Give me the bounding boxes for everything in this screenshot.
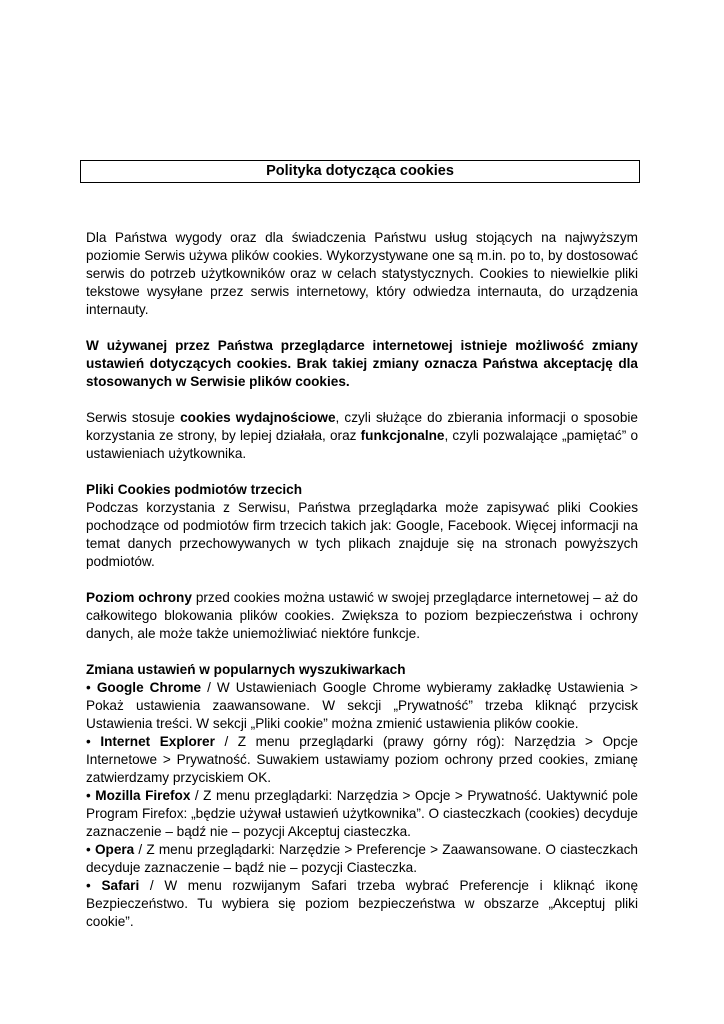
protection-level-paragraph [86, 589, 638, 643]
usage-bold-performance: cookies wydajnościowe [180, 410, 336, 425]
usage-text-2: , czyli służące do zbierania informacji o sposobie korzystania ze strony, by lepiej działała, oraz [86, 410, 638, 443]
browser-item-safari [86, 877, 638, 931]
intro-paragraph: Dla Państwa wygody oraz dla świadczenia Państwu usług stojących na najwyższym poziomie Serwis używa plików cookies. Wykorzystywane one są m.in. po to, by dostosować serwis do potrzeb użytkowników oraz w celach statystycznych. Cookies to niewielkie pliki tekstowe wysyłane przez serwis internetowy, który odwiedza internauta, do urządzenia internauty. [86, 230, 638, 317]
usage-bold-functional: funkcjonalne [360, 428, 445, 443]
browser-instructions: / W Ustawieniach Google Chrome wybieramy zakładkę Ustawienia > Pokaż ustawienia zaawansowane. W sekcji „Prywatność” trzeba kliknąć przycisk Ustawienia treści. W sekcji „Pliki cookie” można zmienić ustawienia plików cookie. [86, 680, 638, 731]
browser-item-chrome [86, 679, 638, 733]
browser-instructions: / Z menu przeglądarki: Narzędzia > Opcje > Prywatność. Uaktywnić pole Program Firefox: „będzie używał ustawień użytkownika”. O ciasteczkach (cookies) decyduje zaznaczenie – bądź nie – pozycji Akceptuj ciasteczka. [86, 788, 638, 839]
notice-text: W używanej przez Państwa przeglądarce internetowej istnieje możliwość zmiany ustawień dotyczących cookies. Brak takiej zmiany oznacza Państwa akceptację dla stosowanych w Serwisie plików cookies. [86, 338, 638, 389]
bullet-icon: • [86, 680, 91, 695]
notice-paragraph [86, 337, 638, 391]
protection-level-bold: Poziom ochrony [86, 590, 192, 605]
browsers-heading: Zmiana ustawień w popularnych wyszukiwarkach [86, 662, 406, 677]
browser-instructions: / Z menu przeglądarki (prawy górny róg): Narzędzia > Opcje Internetowe > Prywatność. Suwakiem ustawiamy poziom ochrony przed cookies, zmianę zatwierdzamy przyciskiem OK. [86, 734, 638, 785]
browser-item-firefox [86, 787, 638, 841]
third-party-heading: Pliki Cookies podmiotów trzecich [86, 482, 303, 497]
browser-instructions: / W menu rozwijanym Safari trzeba wybrać Preferencje i kliknąć ikonę Bezpieczeństwo. Tu wybiera się poziom bezpieczeństwa w obszarze „Akceptuj pliki cookie”. [86, 878, 639, 929]
bullet-icon: • [86, 734, 91, 749]
browser-name: Mozilla Firefox [95, 788, 191, 803]
page-title: Polityka dotycząca cookies [80, 160, 640, 183]
browser-name: Google Chrome [96, 680, 202, 695]
browser-instructions: / Z menu przeglądarki: Narzędzie > Preferencje > Zaawansowane. O ciasteczkach decyduje zaznaczenie – bądź nie – pozycji Ciasteczka. [86, 842, 638, 875]
bullet-icon: • [86, 878, 91, 893]
browser-item-ie [86, 733, 638, 787]
browser-name: Safari [101, 878, 140, 893]
browser-name: Internet Explorer [100, 734, 215, 749]
third-party-paragraph: Podczas korzystania z Serwisu, Państwa przeglądarka może zapisywać pliki Cookies pochodzące od podmiotów firm trzecich takich jak: Google, Facebook. Więcej informacji na temat danych przechowywanych w tych plikach znajduje się na stronach powyższych podmiotów. [86, 500, 638, 569]
bullet-icon: • [86, 788, 91, 803]
bullet-icon: • [86, 842, 91, 857]
document-body [86, 229, 638, 931]
browser-name: Opera [94, 842, 135, 857]
usage-text-1: Serwis stosuje [86, 410, 181, 425]
usage-text-3: , czyli pozwalające „pamiętać” o ustawieniach użytkownika. [86, 428, 639, 461]
protection-level-text: przed cookies można ustawić w swojej przeglądarce internetowej – aż do całkowitego blokowania plików cookies. Zwiększa to poziom bezpieczeństwa i ochrony danych, ale może także uniemożliwiać niektóre funkcje. [86, 590, 638, 641]
browser-item-opera [86, 841, 638, 877]
usage-paragraph [86, 409, 638, 463]
